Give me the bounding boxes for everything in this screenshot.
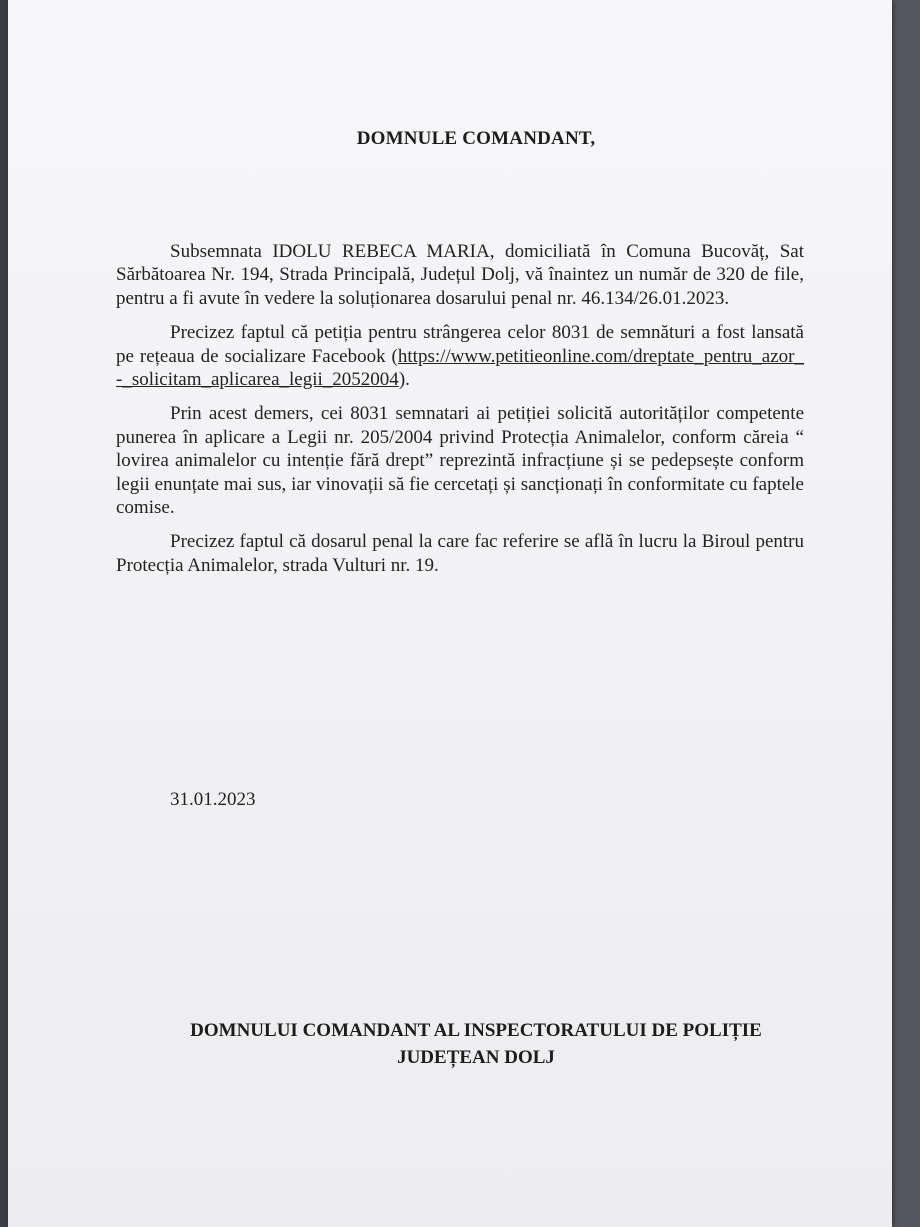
paragraph-2 <box>116 321 804 391</box>
addressee-line-1: DOMNULUI COMANDANT AL INSPECTORATULUI DE POLIȚIE <box>190 1020 762 1041</box>
paragraph-2-text: Precizez faptul că petiția pentru strângerea celor 8031 de semnături a fost lansată pe rețeaua de socializare Facebook ( <box>116 322 804 367</box>
document-body <box>116 240 804 588</box>
paragraph-3: Prin acest demers, cei 8031 semnatari ai petiției solicită autorităților competente punerea în aplicare a Legii nr. 205/2004 privind Protecția Animalelor, conform căreia “ lovirea animalelor cu intenție fără drept” reprezintă infracțiune și se pedepsește conform legii enunțate mai sus, iar vinovații să fie cercetați și sancționați în conformitate cu faptele comise. <box>116 403 804 519</box>
paragraph-1: Subsemnata IDOLU REBECA MARIA, domiciliată în Comuna Bucovăț, Sat Sărbătoarea Nr. 194, Strada Principală, Județul Dolj, vă înaintez un număr de 320 de file, pentru a fi avute în vedere la soluționarea dosarului penal nr. 46.134/26.01.2023. <box>116 241 804 309</box>
document-title: DOMNULE COMANDANT, <box>356 128 596 149</box>
document-page <box>8 0 892 1227</box>
document-date: 31.01.2023 <box>170 789 256 810</box>
petition-link[interactable]: https://www.petitieonline.com/dreptate_pentru_azor_-_solicitam_aplicarea_legii_2052004 <box>116 345 804 391</box>
addressee-line-2: JUDEȚEAN DOLJ <box>397 1047 555 1068</box>
paragraph-2-end: ). <box>398 369 410 391</box>
paragraph-4: Precizez faptul că dosarul penal la care fac referire se află în lucru la Biroul pentru Protecția Animalelor, strada Vulturi nr. 19. <box>116 531 804 576</box>
addressee-block <box>8 1017 920 1071</box>
